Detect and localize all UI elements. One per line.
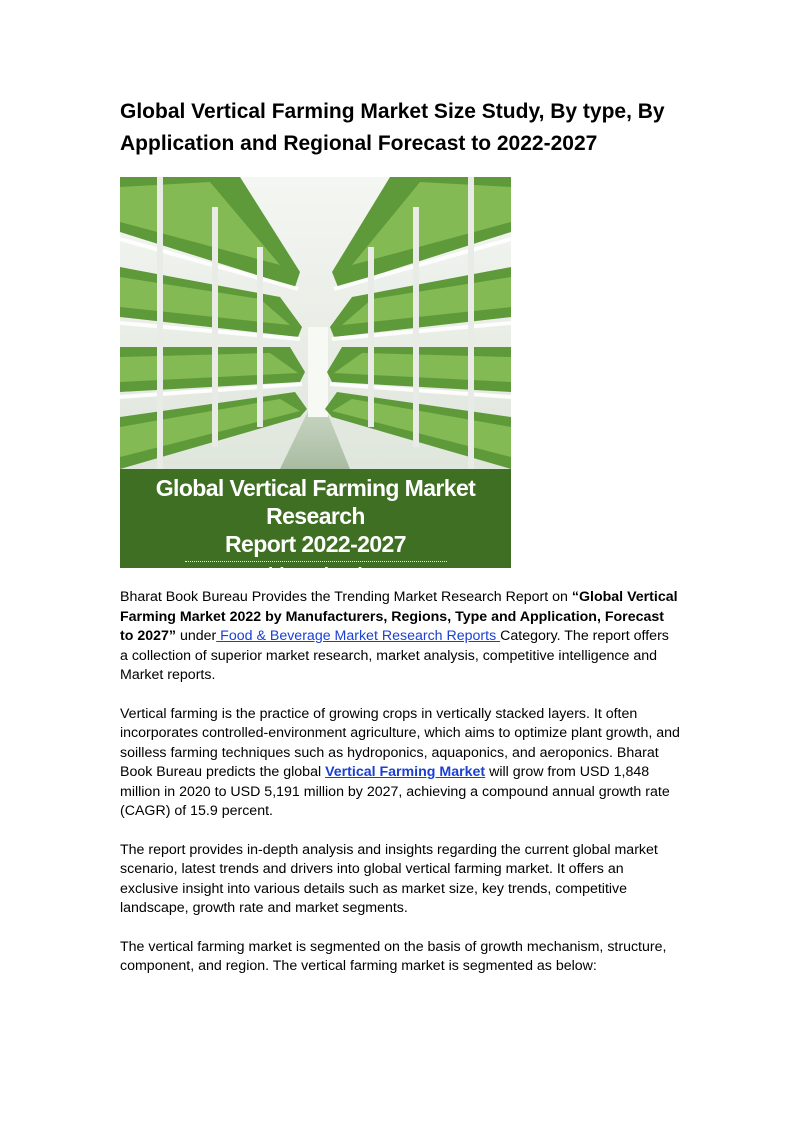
vertical-farm-photo <box>120 177 511 469</box>
banner-divider <box>185 561 447 562</box>
intro-text: Bharat Book Bureau Provides the Trending Market Research Report on <box>120 589 572 605</box>
intro-rest: Category. The report offers a collection of superior market research, market analysis, competitive intelligence and Market reports. <box>120 628 669 683</box>
banner-title-line2: Report 2022-2027 <box>225 531 406 557</box>
report-name: “Global Vertical Farming Market 2022 by Manufacturers, Regions, Type and Application, Forecast to 2027” <box>120 589 678 644</box>
article-body <box>120 588 680 996</box>
banner-url: www.bharatbook.com <box>220 565 411 586</box>
banner-title-line1: Global Vertical Farming Market Research <box>155 475 476 529</box>
category-link[interactable]: Food & Beverage Market Research Reports <box>216 628 501 644</box>
paragraph-intro <box>120 588 680 686</box>
definition-text: Vertical farming is the practice of growing crops in vertically stacked layers. It often incorporates controlled-environment agriculture, which aims to optimize plant growth, and soilless farming techniques such as hydroponics, aquaponics, and aeroponics. Bharat Book Bureau predicts the global <box>120 705 680 780</box>
paragraph-analysis: The report provides in-depth analysis and insights regarding the current global market scenario, latest trends and drivers into global vertical farming market. It offers an exclusive insight into various details such as market size, key trends, competitive landscape, growth rate and market segments. <box>120 841 658 916</box>
paragraph-segmentation: The vertical farming market is segmented on the basis of growth mechanism, structure, component, and region. The vertical farming market is segmented as below: <box>120 938 667 974</box>
under-text: under <box>176 628 217 644</box>
vertical-farming-market-link[interactable]: Vertical Farming Market <box>325 764 486 780</box>
forecast-text: will grow from USD 1,848 million in 2020 to USD 5,191 million by 2027, achieving a compound annual growth rate (CAGR) of 15.9 percent. <box>120 764 670 819</box>
report-cover-image <box>120 177 511 586</box>
paragraph-definition <box>120 705 680 822</box>
cover-banner <box>120 469 511 586</box>
page-title: Global Vertical Farming Market Size Study, By type, By Application and Regional Forecast to 2022-2027 <box>120 100 665 155</box>
